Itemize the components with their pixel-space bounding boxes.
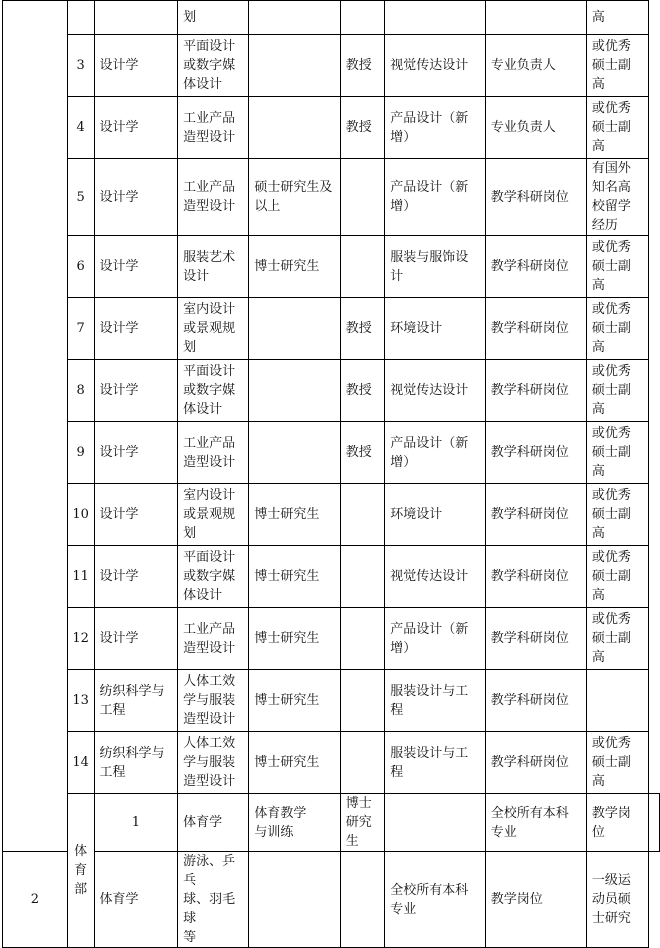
major-cell: 全校所有本科 专业 bbox=[485, 794, 586, 852]
direction-cell: 室内设计 或景观规 划 bbox=[178, 298, 249, 360]
subject-cell: 设计学 bbox=[94, 298, 178, 360]
post-cell: 教学科研岗位 bbox=[485, 159, 586, 236]
subject-cell: 纺织科学与 工程 bbox=[94, 732, 178, 794]
major-cell: 全校所有本科 专业 bbox=[385, 852, 485, 948]
post-cell: 教学科研岗位 bbox=[485, 360, 586, 422]
index-cell: 12 bbox=[67, 608, 94, 670]
direction-cell: 平面设计 或数字媒 体设计 bbox=[178, 546, 249, 608]
direction-cell: 室内设计 或景观规 划 bbox=[178, 484, 249, 546]
note-cell: 有国外 知名高 校留学 经历 bbox=[586, 159, 648, 236]
note-cell bbox=[586, 670, 648, 732]
direction-cell: 工业产品 造型设计 bbox=[178, 422, 249, 484]
direction-cell: 划 bbox=[178, 1, 249, 35]
degree-cell: 博士研究生 bbox=[249, 732, 340, 794]
degree-cell: 博士研究生 bbox=[249, 236, 340, 298]
note-cell: 或优秀 硕士副 高 bbox=[586, 35, 648, 97]
title-cell bbox=[340, 236, 385, 298]
table-row bbox=[3, 608, 660, 670]
title-cell: 教授 bbox=[340, 97, 385, 159]
post-cell: 专业负责人 bbox=[485, 97, 586, 159]
note-cell: 或优秀 硕士副 高 bbox=[586, 484, 648, 546]
department-cell bbox=[3, 1, 68, 852]
note-cell: 一级运 动员硕 士研究 bbox=[586, 852, 648, 948]
direction-cell: 游泳、乒乓 球、羽毛球 等 bbox=[178, 852, 249, 948]
degree-cell bbox=[249, 422, 340, 484]
note-cell: 或优秀 硕士副 高 bbox=[586, 236, 648, 298]
degree-cell: 博士研究生 bbox=[249, 670, 340, 732]
table-row bbox=[3, 97, 660, 159]
direction-cell: 人体工效 学与服装 造型设计 bbox=[178, 732, 249, 794]
table-row bbox=[3, 670, 660, 732]
table-row bbox=[3, 360, 660, 422]
title-cell bbox=[340, 484, 385, 546]
degree-cell: 博士研究生 bbox=[249, 608, 340, 670]
subject-cell: 设计学 bbox=[94, 608, 178, 670]
direction-cell: 工业产品 造型设计 bbox=[178, 608, 249, 670]
subject-cell: 设计学 bbox=[94, 236, 178, 298]
post-cell: 教学科研岗位 bbox=[485, 670, 586, 732]
recruitment-table bbox=[2, 0, 660, 948]
subject-cell: 设计学 bbox=[94, 159, 178, 236]
post-cell: 教学科研岗位 bbox=[485, 298, 586, 360]
subject-cell: 设计学 bbox=[94, 422, 178, 484]
index-cell: 8 bbox=[67, 360, 94, 422]
table-row bbox=[3, 484, 660, 546]
major-cell: 产品设计（新 增） bbox=[385, 159, 485, 236]
table-body bbox=[3, 1, 660, 948]
direction-cell: 工业产品 造型设计 bbox=[178, 97, 249, 159]
major-cell: 产品设计（新 增） bbox=[385, 422, 485, 484]
post-cell: 教学科研岗位 bbox=[485, 484, 586, 546]
table-row bbox=[3, 35, 660, 97]
subject-cell: 设计学 bbox=[94, 546, 178, 608]
degree-cell: 硕士研究生及 以上 bbox=[249, 159, 340, 236]
degree-cell bbox=[249, 360, 340, 422]
direction-cell: 服装艺术 设计 bbox=[178, 236, 249, 298]
title-cell: 教授 bbox=[340, 422, 385, 484]
direction-cell: 平面设计 或数字媒 体设计 bbox=[178, 35, 249, 97]
table-row bbox=[3, 159, 660, 236]
index-cell: 6 bbox=[67, 236, 94, 298]
subject-cell: 纺织科学与 工程 bbox=[94, 670, 178, 732]
title-cell: 教授 bbox=[340, 360, 385, 422]
degree-cell: 博士研究生 bbox=[340, 794, 385, 852]
index-cell: 3 bbox=[67, 35, 94, 97]
major-cell: 服装设计与工 程 bbox=[385, 732, 485, 794]
table-row bbox=[3, 236, 660, 298]
index-cell bbox=[67, 1, 94, 35]
degree-cell bbox=[249, 35, 340, 97]
table-row bbox=[3, 422, 660, 484]
subject-cell: 体育学 bbox=[178, 794, 249, 852]
note-cell bbox=[649, 794, 660, 852]
subject-cell: 设计学 bbox=[94, 484, 178, 546]
major-cell: 视觉传达设计 bbox=[385, 546, 485, 608]
table-row bbox=[3, 1, 660, 35]
table-row bbox=[3, 546, 660, 608]
subject-cell: 设计学 bbox=[94, 97, 178, 159]
index-cell: 7 bbox=[67, 298, 94, 360]
index-cell: 14 bbox=[67, 732, 94, 794]
major-cell: 视觉传达设计 bbox=[385, 360, 485, 422]
post-cell: 教学岗位 bbox=[485, 852, 586, 948]
title-cell bbox=[340, 608, 385, 670]
title-cell: 教授 bbox=[340, 35, 385, 97]
note-cell: 或优秀 硕士副 高 bbox=[586, 732, 648, 794]
degree-cell: 博士研究生 bbox=[249, 484, 340, 546]
index-cell: 5 bbox=[67, 159, 94, 236]
table-row bbox=[3, 732, 660, 794]
note-cell: 或优秀 硕士副 高 bbox=[586, 608, 648, 670]
note-cell: 或优秀 硕士副 高 bbox=[586, 97, 648, 159]
title-cell bbox=[340, 546, 385, 608]
note-cell: 高 bbox=[586, 1, 648, 35]
title-cell bbox=[340, 1, 385, 35]
major-cell: 视觉传达设计 bbox=[385, 35, 485, 97]
post-cell: 教学科研岗位 bbox=[485, 608, 586, 670]
direction-cell: 体育教学 与训练 bbox=[249, 794, 340, 852]
degree-cell bbox=[249, 298, 340, 360]
title-cell: 教授 bbox=[340, 298, 385, 360]
major-cell: 服装与服饰设 计 bbox=[385, 236, 485, 298]
major-cell: 服装设计与工 程 bbox=[385, 670, 485, 732]
subject-cell: 体育学 bbox=[94, 852, 178, 948]
subject-cell bbox=[94, 1, 178, 35]
title-cell bbox=[340, 732, 385, 794]
degree-cell bbox=[249, 1, 340, 35]
post-cell: 教学科研岗位 bbox=[485, 422, 586, 484]
note-cell: 或优秀 硕士副 高 bbox=[586, 298, 648, 360]
direction-cell: 工业产品 造型设计 bbox=[178, 159, 249, 236]
degree-cell bbox=[249, 97, 340, 159]
index-cell: 1 bbox=[94, 794, 178, 852]
major-cell: 产品设计（新 增） bbox=[385, 608, 485, 670]
direction-cell: 平面设计 或数字媒 体设计 bbox=[178, 360, 249, 422]
index-cell: 11 bbox=[67, 546, 94, 608]
note-cell: 或优秀 硕士副 高 bbox=[586, 360, 648, 422]
table-row bbox=[3, 794, 660, 852]
index-cell: 9 bbox=[67, 422, 94, 484]
post-cell: 专业负责人 bbox=[485, 35, 586, 97]
direction-cell: 人体工效 学与服装 造型设计 bbox=[178, 670, 249, 732]
major-cell: 环境设计 bbox=[385, 298, 485, 360]
major-cell: 产品设计（新 增） bbox=[385, 97, 485, 159]
major-cell: 环境设计 bbox=[385, 484, 485, 546]
post-cell: 教学岗位 bbox=[586, 794, 648, 852]
table-row bbox=[3, 298, 660, 360]
index-cell: 13 bbox=[67, 670, 94, 732]
subject-cell: 设计学 bbox=[94, 35, 178, 97]
major-cell bbox=[385, 1, 485, 35]
post-cell: 教学科研岗位 bbox=[485, 546, 586, 608]
index-cell: 4 bbox=[67, 97, 94, 159]
title-cell bbox=[385, 794, 485, 852]
subject-cell: 设计学 bbox=[94, 360, 178, 422]
title-cell bbox=[340, 670, 385, 732]
degree-cell: 博士研究生 bbox=[249, 546, 340, 608]
post-cell: 教学科研岗位 bbox=[485, 236, 586, 298]
note-cell: 或优秀 硕士副 高 bbox=[586, 546, 648, 608]
index-cell: 10 bbox=[67, 484, 94, 546]
post-cell bbox=[485, 1, 586, 35]
title-cell bbox=[340, 159, 385, 236]
department-cell: 体育部 bbox=[67, 794, 94, 948]
post-cell: 教学科研岗位 bbox=[485, 732, 586, 794]
index-cell: 2 bbox=[3, 852, 68, 948]
note-cell: 或优秀 硕士副 高 bbox=[586, 422, 648, 484]
